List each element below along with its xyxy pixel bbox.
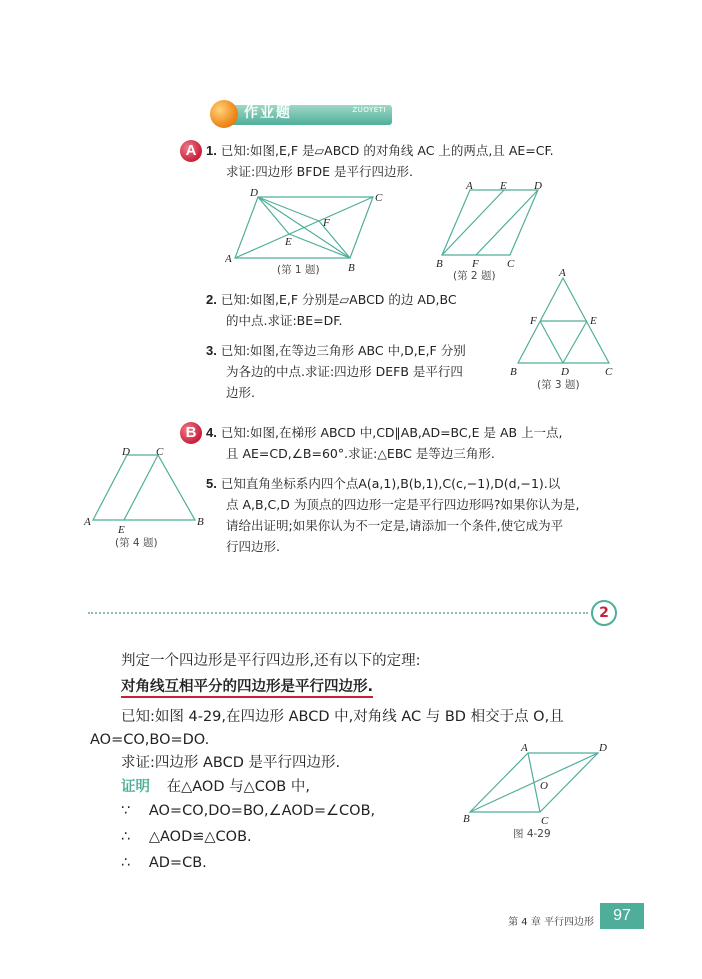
problem-number: 4. <box>206 425 217 440</box>
problem-1 <box>206 140 554 161</box>
fig2-label-f: F <box>472 258 479 270</box>
prove-line: 求证:四边形 ABCD 是平行四边形. <box>121 755 341 771</box>
given-line-2: AO=CO,BO=DO. <box>90 732 210 748</box>
fig429-caption: 图 4-29 <box>513 828 551 840</box>
level-b-badge: B <box>180 422 202 444</box>
fig3-label-f: F <box>530 315 537 327</box>
problem-number: 1. <box>206 143 217 158</box>
banner-title: 作业题 <box>244 105 292 121</box>
problem-3-line-3: 边形. <box>226 385 255 400</box>
problem-5-line-2: 点 A,B,C,D 为顶点的四边形一定是平行四边形吗?如果你认为是, <box>226 497 580 512</box>
fig4-label-c: C <box>156 446 164 458</box>
proof-step-4: AD=CB. <box>148 855 207 871</box>
fig3-segment-ed <box>563 321 587 363</box>
fig1-label-b: B <box>348 262 355 274</box>
section-intro: 判定一个四边形是平行四边形,还有以下的定理: <box>121 653 421 669</box>
section-divider <box>88 612 588 614</box>
fig429-label-d: D <box>599 742 607 754</box>
fig3-segment-fd <box>540 321 563 363</box>
fig2-label-b: B <box>436 258 443 270</box>
fig429-label-o: O <box>540 780 548 792</box>
fig1-label-e: E <box>285 236 292 248</box>
therefore-symbol: ∴ <box>121 855 131 871</box>
fig1-label-d: D <box>250 187 258 199</box>
banner-subtitle: ZUOYETI <box>352 106 386 114</box>
fig429-diagonal-bd <box>470 753 598 812</box>
fig1-diagonal-bd <box>258 197 350 258</box>
problem-2-line-2: 的中点.求证:BE=DF. <box>226 313 343 328</box>
fig2-parallelogram <box>442 190 538 255</box>
fig4-caption: (第 4 题) <box>115 537 158 549</box>
banner-ball-icon <box>210 100 238 128</box>
figure-4-29 <box>455 738 620 828</box>
therefore-symbol: ∴ <box>121 829 131 845</box>
fig4-label-b: B <box>197 516 204 528</box>
problem-5-line-4: 行四边形. <box>226 539 280 554</box>
proof-step-2: AO=CO,DO=BO,∠AOD=∠COB, <box>148 803 376 819</box>
given-line-1: 已知:如图 4-29,在四边形 ABCD 中,对角线 AC 与 BD 相交于点 O,且 <box>121 709 564 725</box>
fig429-label-c: C <box>541 815 549 827</box>
problem-1-line-2: 求证:四边形 BFDE 是平行四边形. <box>226 164 413 179</box>
fig2-caption: (第 2 题) <box>453 270 496 282</box>
problem-3 <box>206 340 466 361</box>
fig2-label-e: E <box>500 180 507 192</box>
fig2-segment-eb <box>442 190 504 255</box>
section-number-badge: 2 <box>591 600 617 626</box>
problem-text: 已知:如图,在等边三角形 ABC 中,D,E,F 分别 <box>220 343 466 358</box>
fig4-label-d: D <box>122 446 130 458</box>
fig1-label-a: A <box>225 253 232 265</box>
fig2-label-c: C <box>507 258 515 270</box>
proof-step-1: 在△AOD 与△COB 中, <box>166 779 310 795</box>
figure-4 <box>82 442 212 534</box>
problem-4-line-2: 且 AE=CD,∠B=60°.求证:△EBC 是等边三角形. <box>226 446 495 461</box>
fig4-label-a: A <box>84 516 91 528</box>
problem-text: 已知直角坐标系内四个点A(a,1),B(b,1),C(c,−1),D(d,−1).以 <box>220 476 561 491</box>
fig2-label-d: D <box>534 180 542 192</box>
theorem-text: 对角线互相平分的四边形是平行四边形. <box>121 679 373 698</box>
problem-number: 2. <box>206 292 217 307</box>
problem-5 <box>206 473 560 494</box>
problem-4 <box>206 422 563 443</box>
figure-2 <box>430 178 550 270</box>
proof-step-3: △AOD≌△COB. <box>148 829 252 845</box>
homework-banner <box>208 100 394 130</box>
proof-line-4 <box>121 850 207 876</box>
problem-text: 已知:如图,E,F 是▱ABCD 的对角线 AC 上的两点,且 AE=CF. <box>220 143 554 158</box>
problem-2 <box>206 289 457 310</box>
because-symbol: ∵ <box>121 803 131 819</box>
fig4-segment-ec <box>124 455 158 520</box>
problem-number: 5. <box>206 476 217 491</box>
problem-text: 已知:如图,E,F 分别是▱ABCD 的边 AD,BC <box>220 292 457 307</box>
fig2-segment-df <box>476 190 538 255</box>
fig4-trapezoid <box>93 455 195 520</box>
fig3-label-e: E <box>590 315 597 327</box>
problem-5-line-3: 请给出证明;如果你认为不一定是,请添加一个条件,使它成为平 <box>226 518 564 533</box>
theorem-line <box>121 674 373 700</box>
problem-text: 已知:如图,在梯形 ABCD 中,CD∥AB,AD=BC,E 是 AB 上一点, <box>220 425 563 440</box>
proof-line-3 <box>121 824 252 850</box>
fig3-label-b: B <box>510 366 517 378</box>
page-number: 97 <box>600 903 644 929</box>
figure-3 <box>508 265 618 380</box>
fig3-label-a: A <box>559 267 566 279</box>
fig4-label-e: E <box>118 524 125 534</box>
problem-number: 3. <box>206 343 217 358</box>
problem-3-line-2: 为各边的中点.求证:四边形 DEFB 是平行四 <box>226 364 463 379</box>
level-a-badge: A <box>180 140 202 162</box>
fig3-caption: (第 3 题) <box>537 379 580 391</box>
proof-line-2 <box>121 798 375 824</box>
footer-chapter: 第 4 章 平行四边形 <box>508 917 594 928</box>
fig1-caption: (第 1 题) <box>277 264 320 276</box>
fig429-label-a: A <box>521 742 528 754</box>
proof-line-1 <box>121 774 310 800</box>
fig3-label-c: C <box>605 366 613 378</box>
fig1-label-f: F <box>323 217 330 229</box>
fig1-label-c: C <box>375 192 383 204</box>
fig3-label-d: D <box>561 366 569 378</box>
fig429-label-b: B <box>463 813 470 825</box>
proof-label: 证明 <box>121 779 150 795</box>
fig2-label-a: A <box>466 180 473 192</box>
